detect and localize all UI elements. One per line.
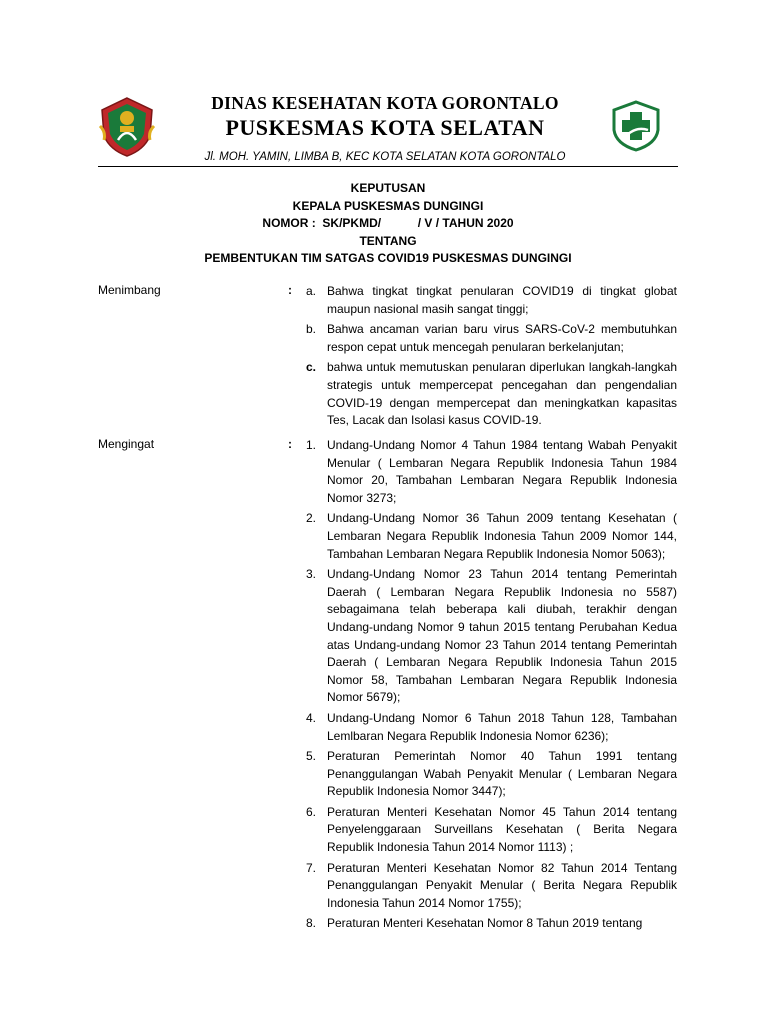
item-text: Undang-Undang Nomor 23 Tahun 2014 tentang Pemerintah Daerah ( Lembaran Negara Republik Indonesia no 5587) sebagaimana telah beberapa kali diubah, terakhir dengan Undang-undang Nomor 9 tahun 2015 tentang Perubahan Kedua atas Undang-undang Nomor 23 Tahun 2014 tentang Pemerintah Daerah ( Lembaran Negara Republik Indonesia Tahun 2015 Nomor 58, Tambahan Lembaran Negara Republik Indonesia Nomor 5679); <box>327 567 677 705</box>
menimbang-list <box>306 283 677 433</box>
item-text: Peraturan Pemerintah Nomor 40 Tahun 1991 tentang Penanggulangan Wabah Penyakit Menular ( Lembaran Negara Republik Indonesia Nomor 3447); <box>327 749 677 799</box>
item-text: Bahwa ancaman varian baru virus SARS-CoV-2 membutuhkan respon cepat untuk mencegah penularan berkelanjutan; <box>327 322 677 354</box>
menimbang-colon: : <box>288 283 292 297</box>
list-item <box>306 321 677 356</box>
item-mark: 3. <box>306 567 317 582</box>
puskesmas-logo-icon <box>612 100 660 152</box>
item-mark: 4. <box>306 710 317 725</box>
item-text: Peraturan Menteri Kesehatan Nomor 82 Tahun 2014 Tentang Penanggulangan Penyakit Menular ( Berita Negara Republik Indonesia Tahun 2014 Nomor 1755); <box>327 860 677 910</box>
item-mark: 1. <box>306 438 317 452</box>
decree-title <box>98 180 678 268</box>
list-item <box>306 359 677 429</box>
title-tentang: TENTANG <box>359 233 417 248</box>
address: Jl. MOH. YAMIN, LIMBA B, KEC KOTA SELATAN KOTA GORONTALO <box>204 151 566 163</box>
item-mark: c. <box>306 360 317 375</box>
agency-name: DINAS KESEHATAN KOTA GORONTALO <box>211 93 559 113</box>
list-item <box>306 566 677 707</box>
list-item <box>306 437 677 507</box>
item-text: Undang-Undang Nomor 36 Tahun 2009 tentang Kesehatan ( Lembaran Negara Republik Indonesia Tahun 2009 Nomor 144, Tambahan Lembaran Negara Republik Indonesia Nomor 5063); <box>327 511 677 561</box>
list-item <box>306 860 677 913</box>
list-item <box>306 510 677 563</box>
item-text: Undang-Undang Nomor 4 Tahun 1984 tentang Wabah Penyakit Menular ( Lembaran Negara Republik Indonesia Tahun 1984 Nomor 20, Tambahan Lembaran Negara Republik Indonesia Nomor 3273; <box>327 438 677 505</box>
item-text: Undang-Undang Nomor 6 Tahun 2018 Tahun 128, Tambahan Lemlbaran Negara Republik Indonesia Nomor 6236); <box>327 710 677 743</box>
item-text: Peraturan Menteri Kesehatan Nomor 8 Tahun 2019 tentang <box>327 916 643 931</box>
item-text: Peraturan Menteri Kesehatan Nomor 45 Tahun 2014 tentang Penyelenggaraan Surveillans Kesehatan ( Berita Negara Republik Indonesia Tahun 2014 Nomor 1113) ; <box>327 804 677 855</box>
list-item <box>306 748 677 801</box>
list-item <box>306 283 677 318</box>
item-mark: a. <box>306 284 317 298</box>
item-text: Bahwa tingkat tingkat penularan COVID19 di tingkat globat maupun nasional masih sangat tinggi; <box>327 284 677 316</box>
item-mark: 5. <box>306 749 317 764</box>
item-mark: b. <box>306 322 317 337</box>
list-item <box>306 710 677 745</box>
item-mark: 7. <box>306 860 317 875</box>
item-mark: 6. <box>306 804 317 819</box>
list-item <box>306 804 677 857</box>
title-number: NOMOR : SK/PKMD/ / V / TAHUN 2020 <box>262 216 514 230</box>
mengingat-label: Mengingat <box>98 437 155 451</box>
title-subject: PEMBENTUKAN TIM SATGAS COVID19 PUSKESMAS DUNGINGI <box>204 251 572 265</box>
letterhead <box>0 0 768 170</box>
title-keputusan: KEPUTUSAN <box>350 181 426 195</box>
title-issuer: KEPALA PUSKESMAS DUNGINGI <box>292 198 484 213</box>
item-mark: 2. <box>306 511 317 526</box>
mengingat-list <box>306 437 677 936</box>
menimbang-label: Menimbang <box>98 283 161 297</box>
item-mark: 8. <box>306 916 317 931</box>
item-text: bahwa untuk memutuskan penularan diperlukan langkah-langkah strategis untuk mempercepat pencegahan dan pengendalian COVID-19 dengan mempercepat dan meningkatkan kapasitas Tes, Lacak dan Isolasi kasus COVID-19. <box>327 360 677 428</box>
city-emblem-icon <box>98 96 156 158</box>
unit-name: PUSKESMAS KOTA SELATAN <box>225 115 545 140</box>
mengingat-colon: : <box>288 437 292 451</box>
letterhead-rule <box>98 166 678 167</box>
list-item <box>306 915 677 933</box>
